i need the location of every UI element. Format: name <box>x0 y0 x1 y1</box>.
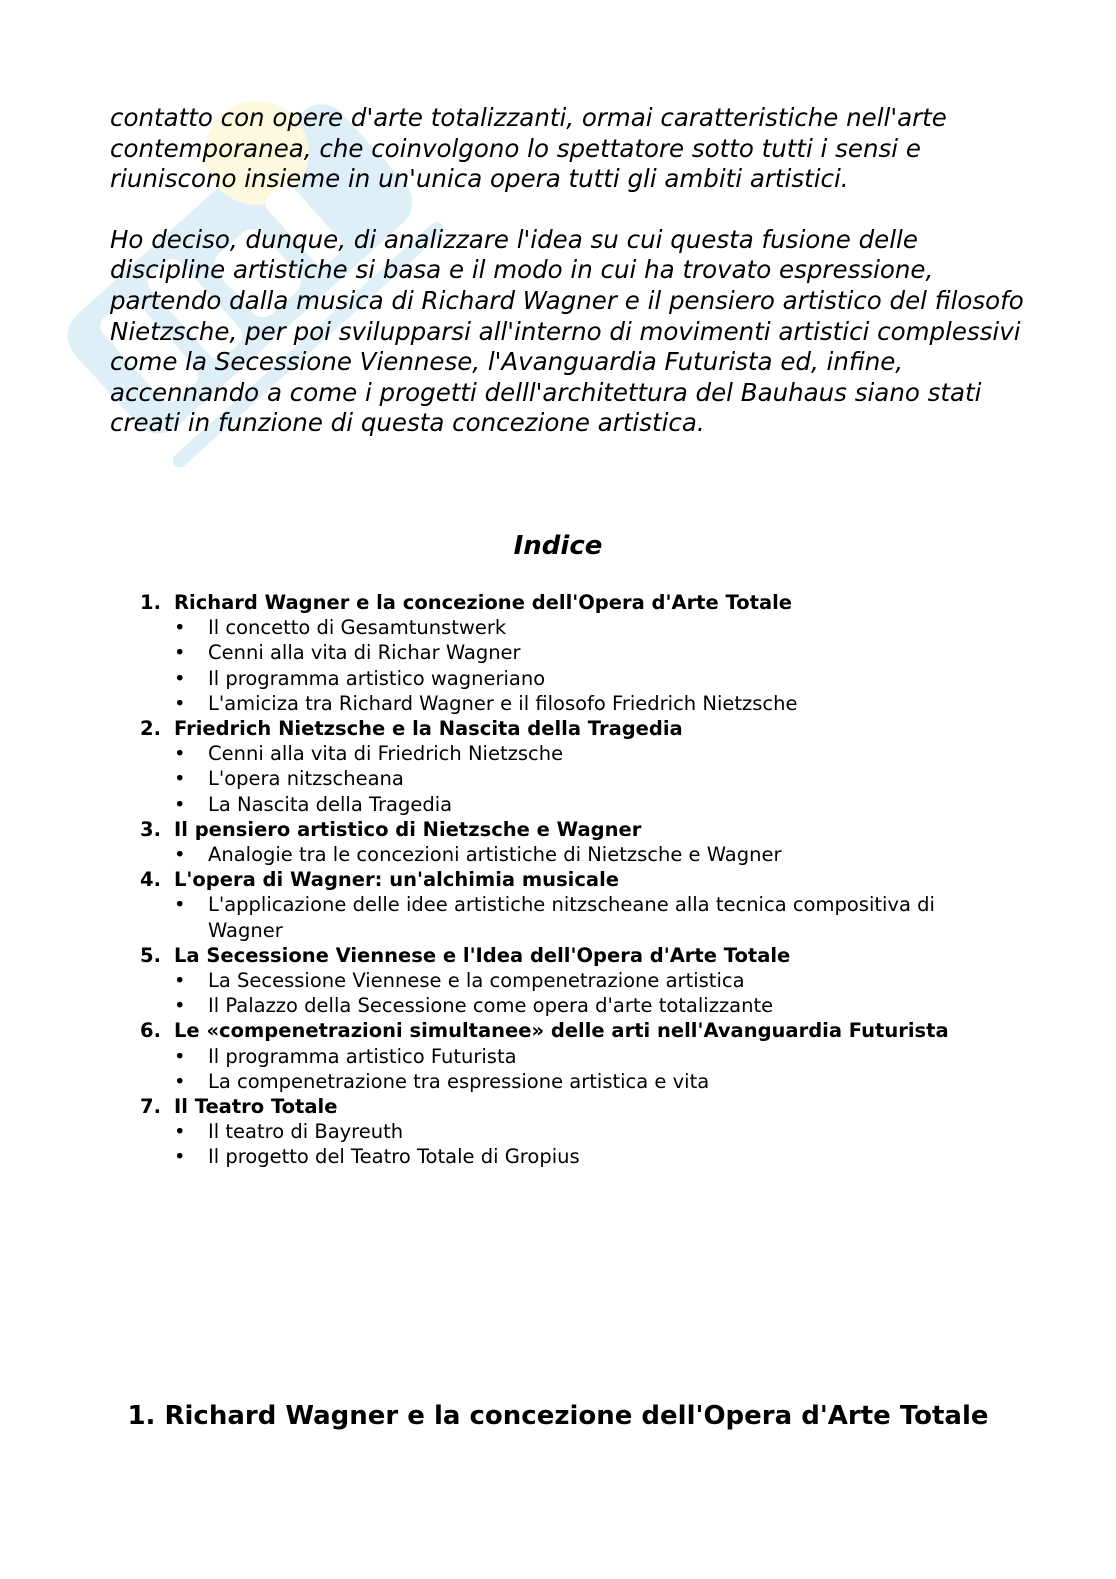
toc-subitem <box>174 1144 1000 1169</box>
chapter-number: 6. <box>140 1019 161 1043</box>
toc-subitem <box>174 741 1000 766</box>
toc-chapter <box>140 1018 1000 1094</box>
toc-chapter <box>140 1094 1000 1170</box>
subitem-text: Il programma artistico wagneriano <box>208 666 546 690</box>
subitem-text: Il progetto del Teatro Totale di Gropius <box>208 1145 580 1169</box>
table-of-contents <box>140 590 1000 1170</box>
chapter-subtopics <box>174 741 1000 817</box>
chapter-title: Le «compenetrazioni simultanee» delle arti nell'Avanguardia Futurista <box>174 1019 949 1043</box>
subitem-text: L'amiciza tra Richard Wagner e il filosofo Friedrich Nietzsche <box>208 691 798 715</box>
subitem-text: Analogie tra le concezioni artistiche di Nietzsche e Wagner <box>208 843 782 867</box>
bullet-icon: • <box>174 969 186 993</box>
bullet-icon: • <box>174 1069 186 1093</box>
bullet-icon: • <box>174 994 186 1018</box>
bullet-icon: • <box>174 1145 186 1169</box>
toc-title: Indice <box>513 531 603 561</box>
chapter-number: 3. <box>140 817 161 841</box>
subitem-text: L'applicazione delle idee artistiche nitzscheane alla tecnica compositiva di Wagner <box>208 893 935 942</box>
chapter-title: Il Teatro Totale <box>174 1095 338 1119</box>
toc-subitem <box>174 968 1000 993</box>
toc-chapter <box>140 867 1000 943</box>
chapter-number: 4. <box>140 868 161 892</box>
chapter-title: Il pensiero artistico di Nietzsche e Wagner <box>174 817 642 841</box>
chapter-number: 1. <box>140 591 161 614</box>
intro-paragraph: contatto con opere d'arte totalizzanti, ormai caratteristiche nell'arte contemporanea, che coinvolgono lo spettatore sotto tutti i sensi e riuniscono insieme in un'unica opera tutti gli ambiti artistici. <box>110 103 947 194</box>
toc-subitem <box>174 615 1000 640</box>
bullet-icon: • <box>174 767 186 791</box>
bullet-icon: • <box>174 792 186 816</box>
subitem-text: La compenetrazione tra espressione artistica e vita <box>208 1069 710 1093</box>
toc-subitem <box>174 691 1000 716</box>
chapter-title: Friedrich Nietzsche e la Nascita della Tragedia <box>174 717 683 741</box>
subitem-text: L'opera nitzscheana <box>208 767 404 791</box>
bullet-icon: • <box>174 1120 186 1144</box>
toc-subitem <box>174 1044 1000 1069</box>
chapter-number: 2. <box>140 717 161 741</box>
chapter-subtopics <box>174 842 1000 867</box>
bullet-icon: • <box>174 742 186 766</box>
toc-chapter <box>140 716 1000 817</box>
toc-subitem <box>174 1069 1000 1094</box>
subitem-text: Cenni alla vita di Richar Wagner <box>208 641 521 665</box>
chapter-subtopics <box>174 968 1000 1018</box>
subitem-text: La Nascita della Tragedia <box>208 792 453 816</box>
chapter-subtopics <box>174 615 1000 716</box>
chapter-number: 5. <box>140 943 161 967</box>
subitem-text: La Secessione Viennese e la compenetrazione artistica <box>208 969 745 993</box>
subitem-text: Il Palazzo della Secessione come opera d'arte totalizzante <box>208 994 774 1018</box>
toc-subitem <box>174 766 1000 791</box>
toc-subitem <box>174 892 1000 942</box>
toc-subitem <box>174 1119 1000 1144</box>
chapter-subtopics <box>174 1119 1000 1169</box>
bullet-icon: • <box>174 641 186 665</box>
chapter-title: L'opera di Wagner: un'alchimia musicale <box>174 868 619 892</box>
intro-paragraph: Ho deciso, dunque, di analizzare l'idea su cui questa fusione delle discipline artistiche si basa e il modo in cui ha trovato espressione, partendo dalla musica di Richard Wagner e il pensiero artistico del filosofo Nietzsche, per poi svilupparsi all'interno di movimenti artistici complessivi come la Secessione Viennese, l'Avanguardia Futurista ed, infine, accennando a come i progetti delll'architettura del Bauhaus siano stati creati in funzione di questa concezione artistica. <box>110 224 1024 438</box>
subitem-text: Il concetto di Gesamtunstwerk <box>208 616 507 640</box>
bullet-icon: • <box>174 666 186 690</box>
toc-chapter <box>140 817 1000 867</box>
bullet-icon: • <box>174 1044 186 1068</box>
bullet-icon: • <box>174 616 186 640</box>
chapter-subtopics <box>174 1044 1000 1094</box>
intro-text <box>110 103 1040 439</box>
bullet-icon: • <box>174 691 186 715</box>
chapter-title: La Secessione Viennese e l'Idea dell'Opera d'Arte Totale <box>174 943 791 967</box>
toc-subitem <box>174 842 1000 867</box>
section-heading: 1. Richard Wagner e la concezione dell'Opera d'Arte Totale <box>127 1401 989 1431</box>
chapter-number: 7. <box>140 1095 161 1119</box>
toc-subitem <box>174 993 1000 1018</box>
toc-subitem <box>174 666 1000 691</box>
subitem-text: Il programma artistico Futurista <box>208 1044 517 1068</box>
toc-chapter <box>140 590 1000 716</box>
subitem-text: Il teatro di Bayreuth <box>208 1120 404 1144</box>
chapter-title: Richard Wagner e la concezione dell'Opera d'Arte Totale <box>174 591 793 614</box>
toc-subitem <box>174 640 1000 665</box>
toc-subitem <box>174 792 1000 817</box>
bullet-icon: • <box>174 843 186 867</box>
subitem-text: Cenni alla vita di Friedrich Nietzsche <box>208 742 564 766</box>
toc-chapter <box>140 943 1000 1019</box>
bullet-icon: • <box>174 893 186 917</box>
chapter-subtopics <box>174 892 1000 942</box>
